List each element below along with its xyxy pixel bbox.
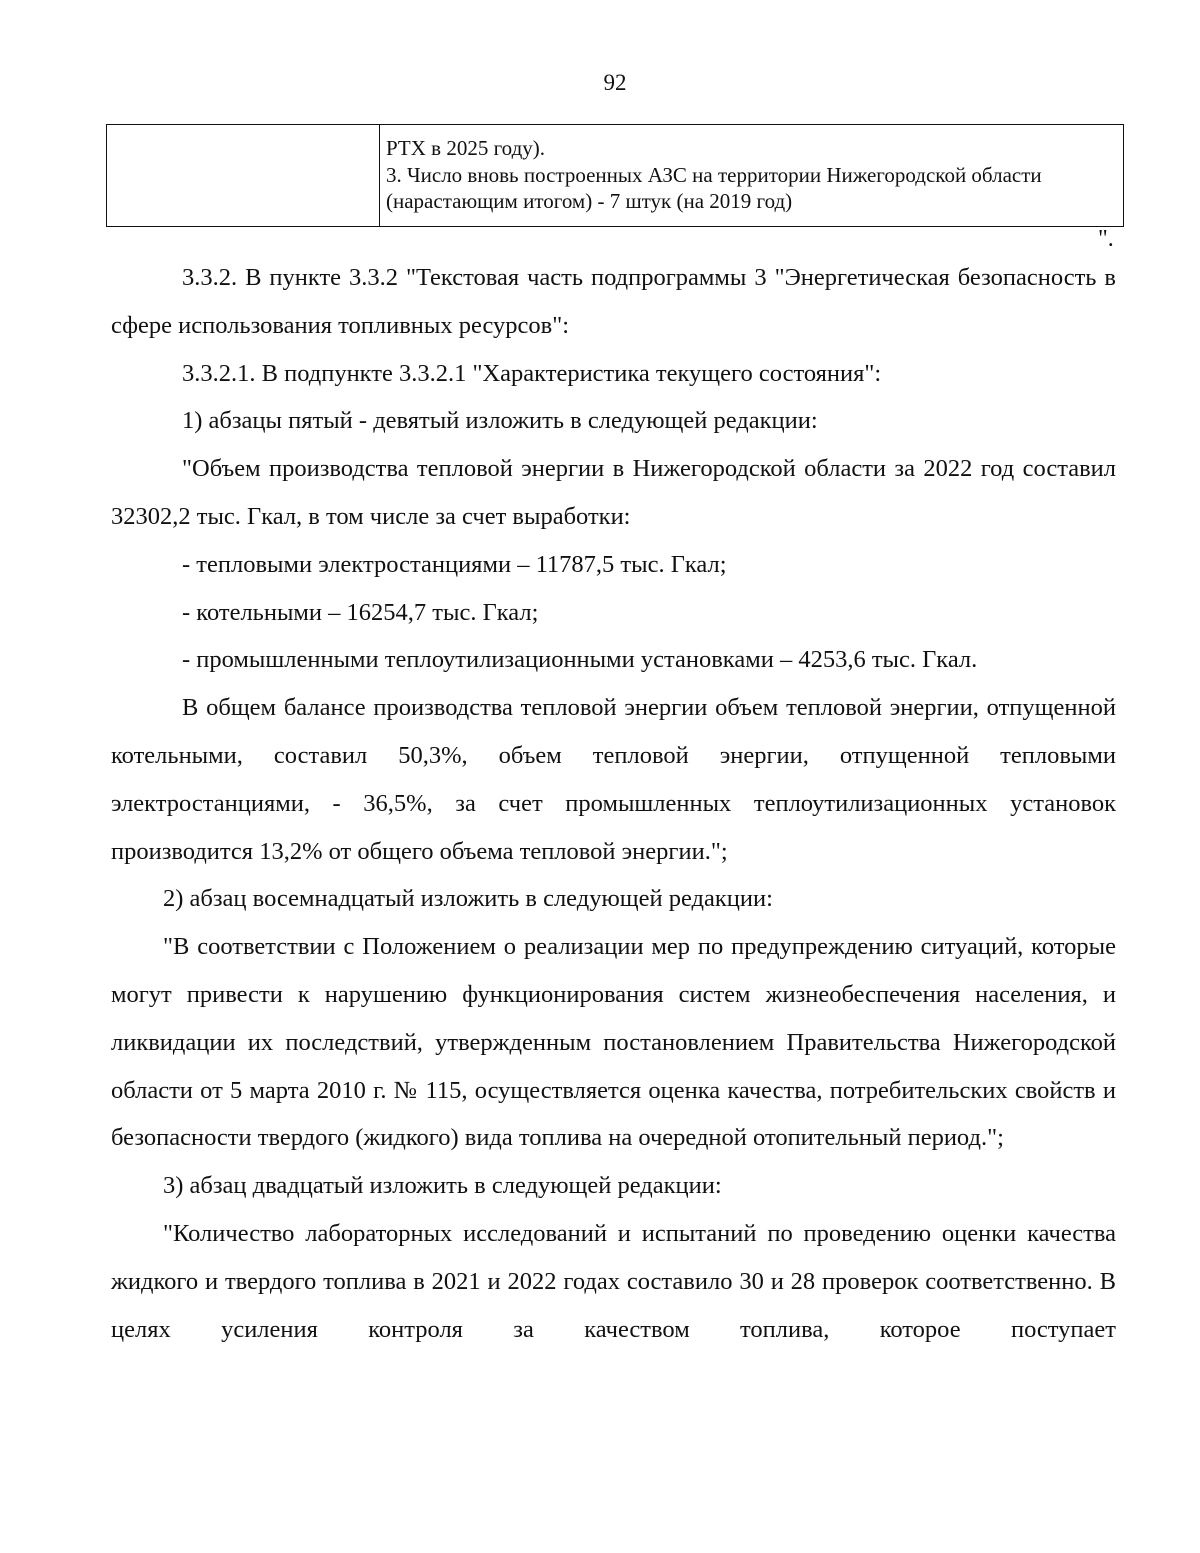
table-line: (нарастающим итогом) - 7 штук (на 2019 год): [386, 189, 793, 213]
document-body: [111, 254, 1116, 1353]
paragraph: "Объем производства тепловой энергии в Нижегородской области за 2022 год составил 32302,2 тыс. Гкал, в том числе за счет выработки:: [111, 455, 1116, 530]
table-line: 3. Число вновь построенных АЗС на территории Нижегородской области: [386, 162, 1042, 187]
continuation-table: [106, 124, 1124, 227]
paragraph: - промышленными теплоутилизационными установками – 4253,6 тыс. Гкал.: [182, 646, 978, 674]
table-cell-empty: [107, 125, 380, 227]
table-line: РТХ в 2025 году).: [386, 136, 546, 160]
paragraph: 2) абзац восемнадцатый изложить в следующей редакции:: [163, 885, 773, 913]
page-number: 92: [603, 70, 627, 95]
paragraph: 3) абзац двадцатый изложить в следующей редакции:: [163, 1172, 722, 1200]
closing-quote: ".: [1098, 226, 1114, 252]
paragraph: 3.3.2. В пункте 3.3.2 "Текстовая часть подпрограммы 3 "Энергетическая безопасность в сфере использования топливных ресурсов":: [111, 264, 1116, 339]
paragraph: В общем балансе производства тепловой энергии объем тепловой энергии, отпущенной котельными, составил 50,3%, объем тепловой энергии, отпущенной тепловыми электростанциями, - 36,5%, за счет промышленных теплоутилизационных установок производится 13,2% от общего объема тепловой энергии.";: [111, 694, 1116, 865]
paragraph: 3.3.2.1. В подпункте 3.3.2.1 "Характеристика текущего состояния":: [182, 359, 882, 387]
paragraph: "Количество лабораторных исследований и испытаний по проведению оценки качества жидкого и твердого топлива в 2021 и 2022 годах составило 30 и 28 проверок соответственно. В целях усиления контроля за качеством топлива, которое поступает: [111, 1219, 1116, 1343]
paragraph: 1) абзацы пятый - девятый изложить в следующей редакции:: [182, 407, 818, 435]
paragraph: - тепловыми электростанциями – 11787,5 тыс. Гкал;: [182, 550, 727, 578]
table-cell-indicators: [380, 125, 1124, 227]
paragraph: - котельными – 16254,7 тыс. Гкал;: [182, 598, 539, 626]
table-row: [107, 125, 1124, 227]
paragraph: "В соответствии с Положением о реализации мер по предупреждению ситуаций, которые могут привести к нарушению функционирования систем жизнеобеспечения населения, и ликвидации их последствий, утвержденным постановлением Правительства Нижегородской области от 5 марта 2010 г. № 115, осуществляется оценка качества, потребительских свойств и безопасности твердого (жидкого) вида топлива на очередной отопительный период.";: [111, 933, 1116, 1152]
